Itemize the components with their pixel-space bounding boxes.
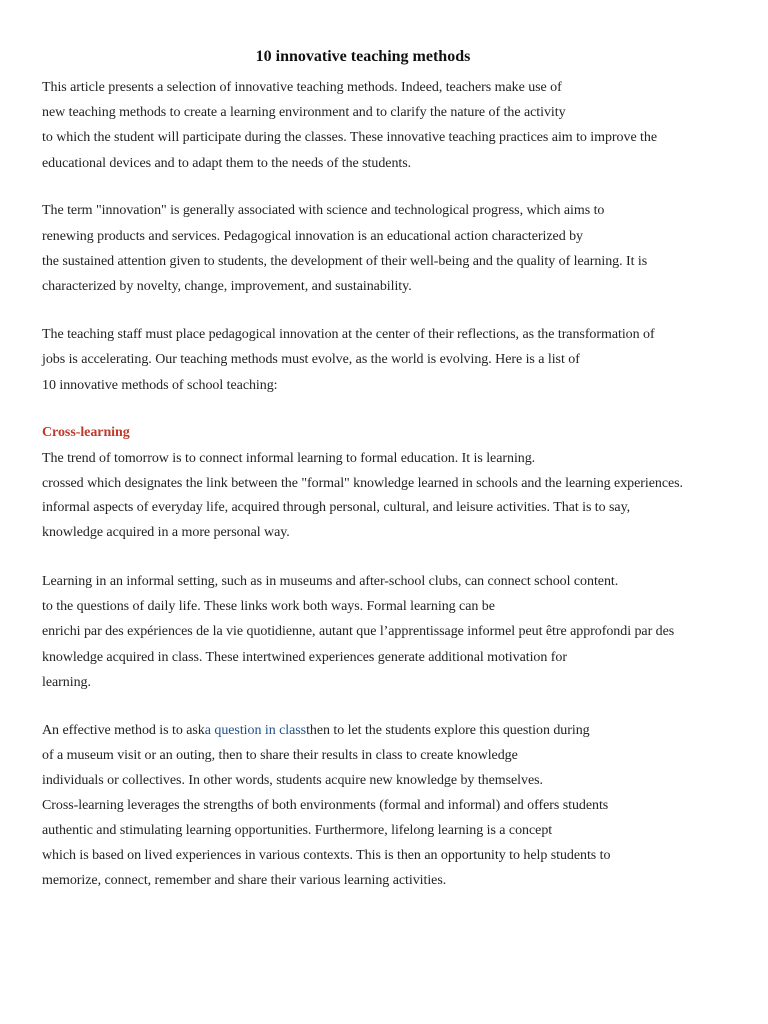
- paragraph-line: the sustained attention given to students, the development of their well-being and the quality of learning. It is: [42, 254, 648, 269]
- paragraph-line: informal aspects of everyday life, acquired through personal, cultural, and leisure activities. That is to say,: [42, 500, 631, 515]
- paragraph-line: knowledge acquired in a more personal way.: [42, 525, 290, 540]
- paragraph-line: The trend of tomorrow is to connect informal learning to formal education. It is learning.: [42, 451, 536, 466]
- paragraph-line: 10 innovative methods of school teaching:: [42, 378, 278, 393]
- paragraph-line: to which the student will participate during the classes. These innovative teaching practices aim to improve the: [42, 130, 658, 145]
- paragraph-line: memorize, connect, remember and share their various learning activities.: [42, 873, 447, 888]
- paragraph-line: new teaching methods to create a learning environment and to clarify the nature of the activity: [42, 105, 566, 120]
- question-in-class-link[interactable]: a question in class: [204, 723, 307, 738]
- paragraph-line: authentic and stimulating learning opportunities. Furthermore, lifelong learning is a concept: [42, 823, 553, 838]
- paragraph-line: Learning in an informal setting, such as in museums and after-school clubs, can connect school content.: [42, 574, 619, 589]
- paragraph-line: knowledge acquired in class. These intertwined experiences generate additional motivation for: [42, 650, 567, 665]
- document-title: 10 innovative teaching methods: [255, 48, 471, 65]
- paragraph-line: which is based on lived experiences in various contexts. This is then an opportunity to help students to: [42, 848, 611, 863]
- paragraph-line: crossed which designates the link between the "formal" knowledge learned in schools and the learning experiences.: [42, 476, 684, 491]
- paragraph-line: individuals or collectives. In other words, students acquire new knowledge by themselves.: [42, 773, 543, 788]
- paragraph-line: characterized by novelty, change, improvement, and sustainability.: [42, 279, 412, 294]
- paragraph-line: enrichi par des expériences de la vie quotidienne, autant que l’apprentissage informel peut être approfondi par des: [42, 624, 675, 639]
- paragraph-line: jobs is accelerating. Our teaching methods must evolve, as the world is evolving. Here is a list of: [42, 352, 580, 367]
- paragraph-text: then to let the students explore this question during: [306, 723, 590, 738]
- paragraph-text: An effective method is to ask: [42, 723, 205, 738]
- paragraph-line: This article presents a selection of innovative teaching methods. Indeed, teachers make use of: [42, 80, 562, 95]
- section-heading: Cross-learning: [42, 425, 130, 440]
- paragraph-line: Cross-learning leverages the strengths of both environments (formal and informal) and offers students: [42, 798, 609, 813]
- paragraph-line: to the questions of daily life. These links work both ways. Formal learning can be: [42, 599, 495, 614]
- paragraph-line: learning.: [42, 675, 91, 690]
- paragraph-line-with-link: [42, 721, 590, 741]
- paragraph-line: The teaching staff must place pedagogical innovation at the center of their reflections, as the transformation of: [42, 327, 655, 342]
- paragraph-line: educational devices and to adapt them to the needs of the students.: [42, 156, 412, 171]
- paragraph-line: of a museum visit or an outing, then to share their results in class to create knowledge: [42, 748, 518, 763]
- paragraph-line: The term "innovation" is generally associated with science and technological progress, which aims to: [42, 203, 605, 218]
- paragraph-line: renewing products and services. Pedagogical innovation is an educational action characterized by: [42, 229, 583, 244]
